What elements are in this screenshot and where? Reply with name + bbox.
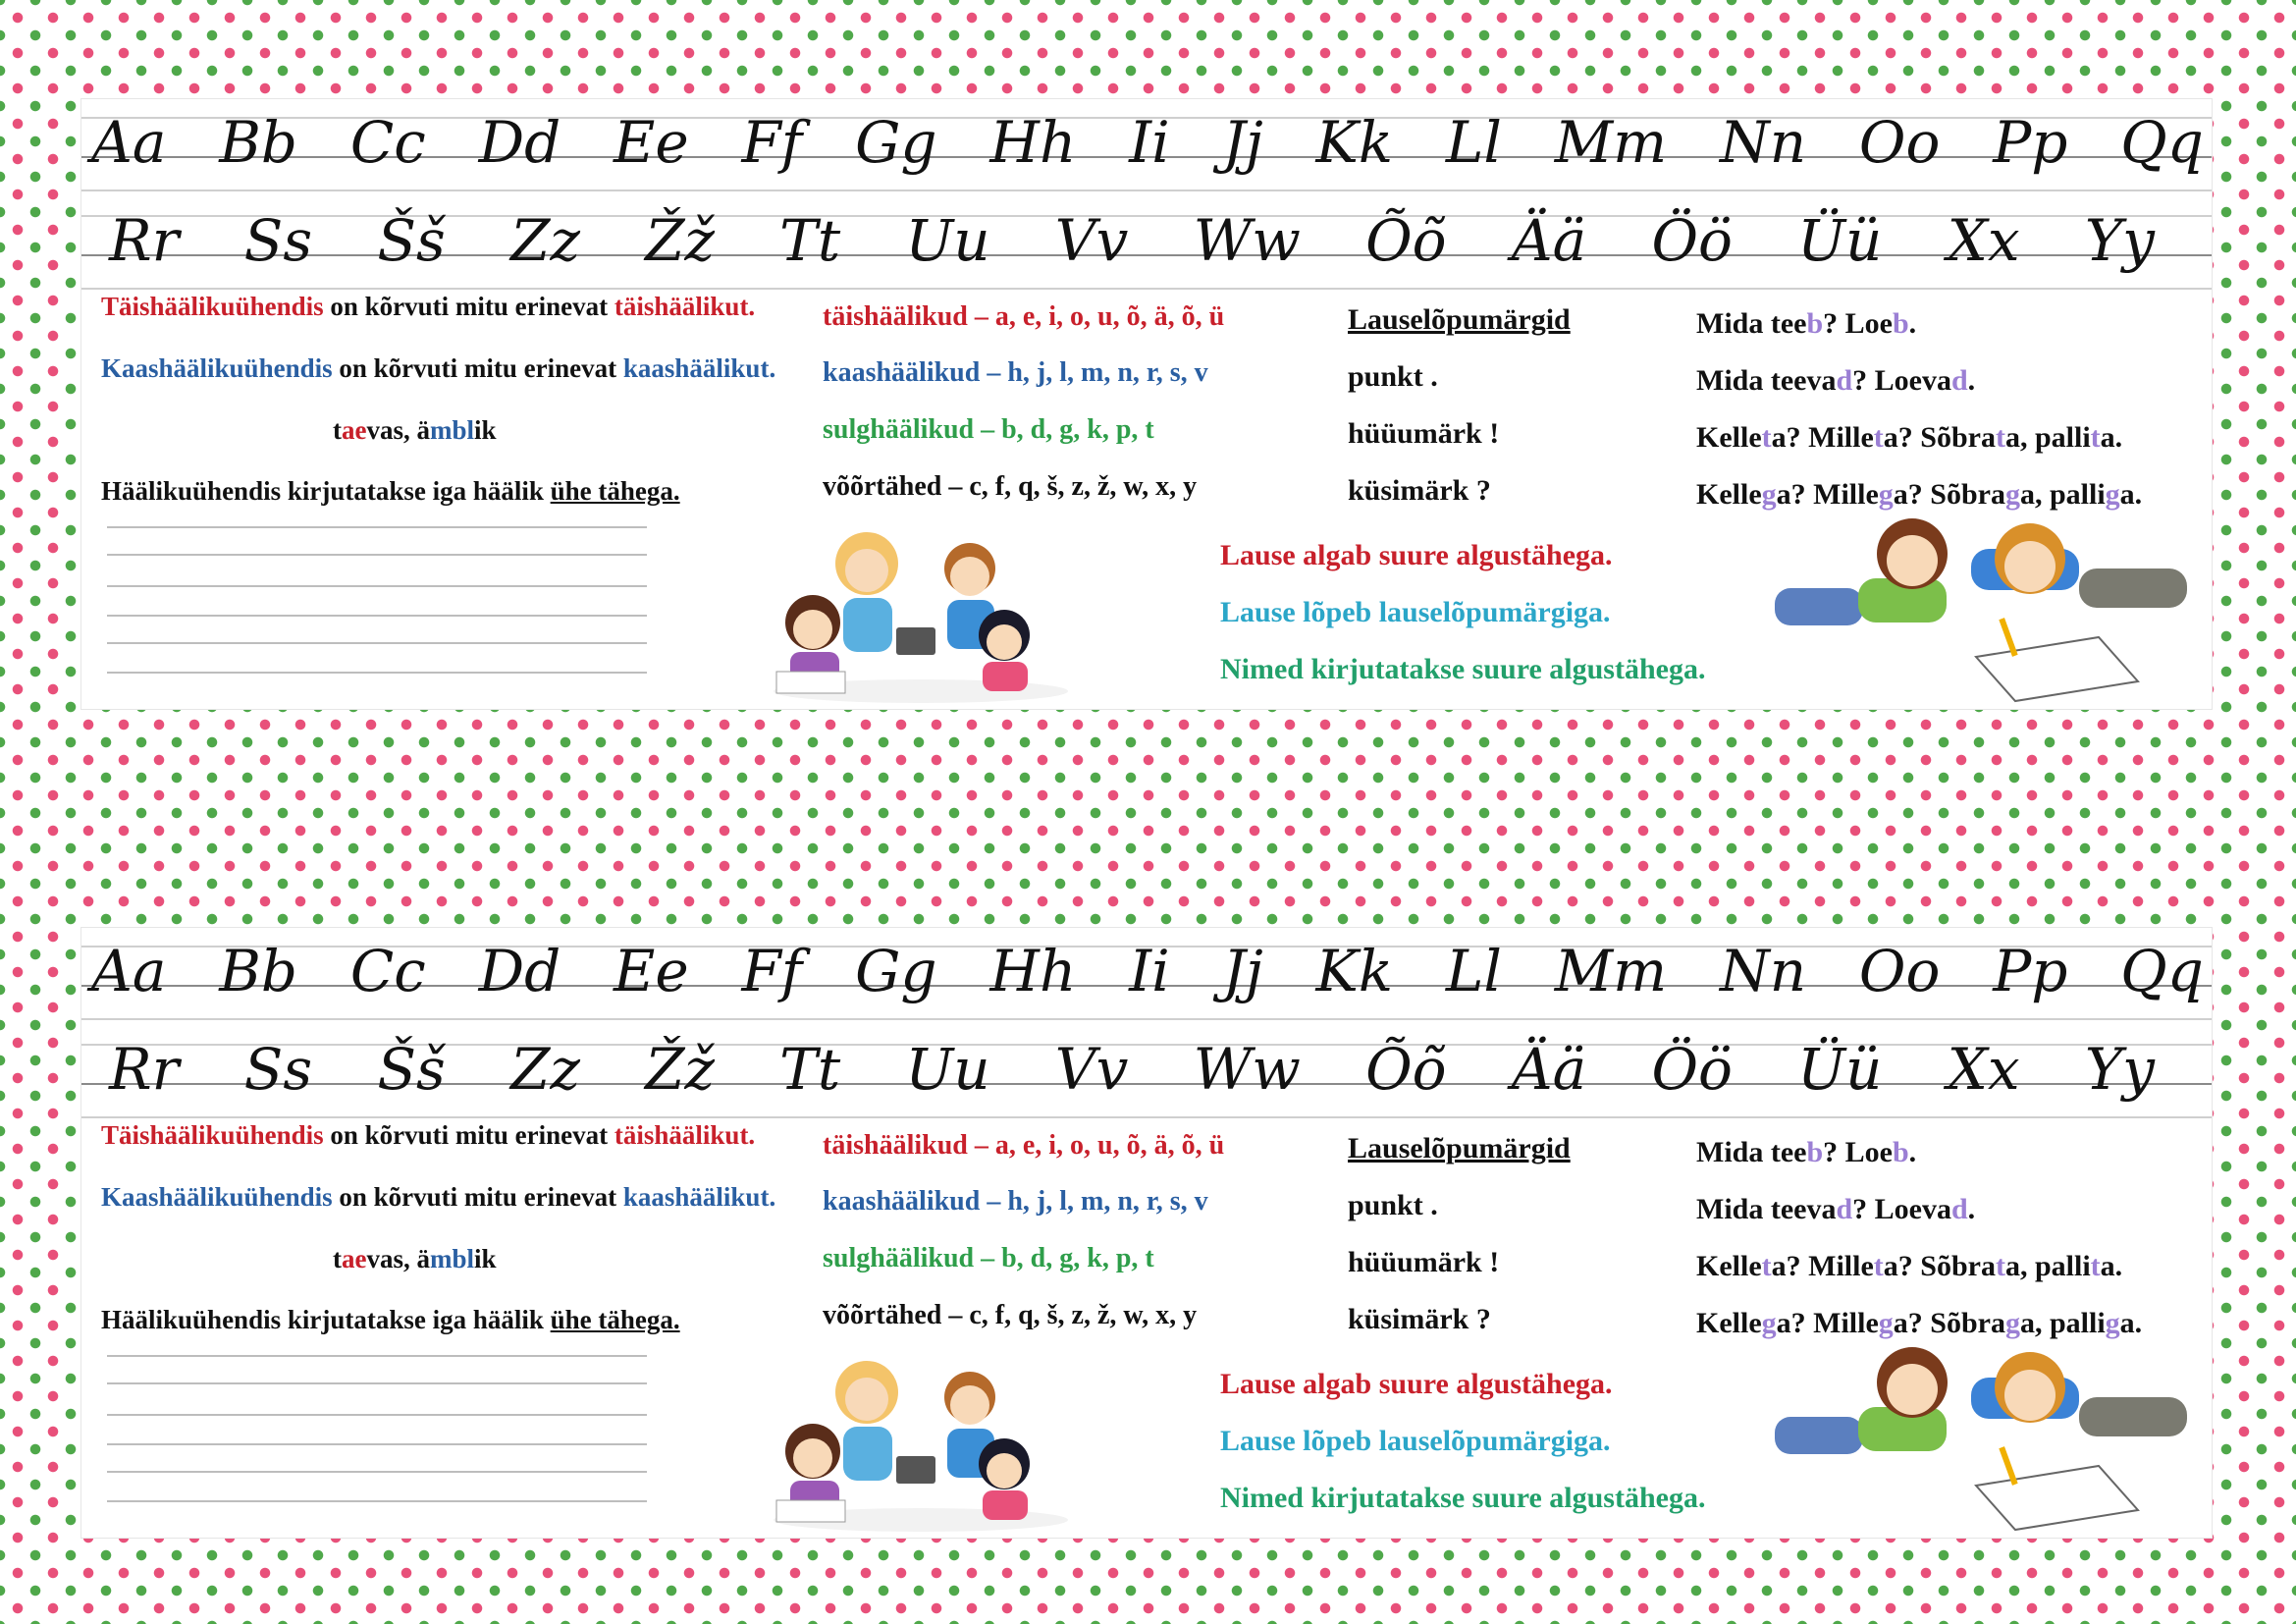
letter: Gg xyxy=(855,109,937,176)
punctuation-question: küsimärk ? xyxy=(1348,474,1491,507)
letter: Nn xyxy=(1719,938,1807,1004)
letter: Qq xyxy=(2120,109,2204,176)
example-words: taevas, ämblik xyxy=(333,1244,497,1273)
letter: Tt xyxy=(779,207,841,274)
letter: Ää xyxy=(1511,207,1587,274)
writing-lines xyxy=(107,1355,647,1502)
foreign-letters-line: võõrtähed – c, f, q, š, z, ž, w, x, y xyxy=(823,1300,1198,1330)
letter: Zz xyxy=(510,207,580,274)
letter: Öö xyxy=(1651,1036,1733,1103)
punctuation-period: punkt . xyxy=(1348,1189,1438,1221)
punctuation-title: Lauselõpumärgid xyxy=(1348,303,1571,336)
rule-one-letter: Häälikuühendis kirjutatakse iga häälik ühe tähega. xyxy=(101,476,680,506)
writing-lines xyxy=(107,526,647,674)
letter: Ää xyxy=(1511,1036,1587,1103)
case-example-1: Kelleta? Milleta? Sõbrata, pallita. xyxy=(1696,1250,2123,1282)
letter: Žž xyxy=(645,1036,715,1103)
letter: Uu xyxy=(905,207,990,274)
letter: Öö xyxy=(1651,207,1733,274)
letter: Hh xyxy=(989,938,1077,1004)
letter: Šš xyxy=(377,207,446,274)
verb-example-1: Mida teeb? Loeb. xyxy=(1696,307,1917,340)
letter: Rr xyxy=(109,207,180,274)
letter: Ss xyxy=(243,207,313,274)
rule-consonant-cluster: Kaashäälikuühendis on kõrvuti mitu erinevat kaashäälikut. xyxy=(101,1182,776,1212)
letter: Üü xyxy=(1797,207,1883,274)
letter: Õõ xyxy=(1365,207,1447,274)
letter: Ee xyxy=(614,109,689,176)
rule-consonant-cluster: Kaashäälikuühendis on kõrvuti mitu erinevat kaashäälikut. xyxy=(101,353,776,383)
rule-vowel-cluster: Täishäälikuühendis on kõrvuti mitu erinevat täishäälikut. xyxy=(101,1120,756,1150)
letter: Oo xyxy=(1858,938,1941,1004)
letter: Gg xyxy=(855,938,937,1004)
letter: Zz xyxy=(510,1036,580,1103)
rule-capital-start: Lause algab suure algustähega. xyxy=(1220,1368,1613,1400)
letter: Hh xyxy=(989,109,1077,176)
rule-vowel-cluster: Täishäälikuühendis on kõrvuti mitu erinevat täishäälikut. xyxy=(101,292,756,321)
letter: Oo xyxy=(1858,109,1941,176)
letter: Jj xyxy=(1222,109,1263,176)
letter: Pp xyxy=(1993,938,2068,1004)
letter: Ll xyxy=(1445,109,1502,176)
letter: Pp xyxy=(1993,109,2068,176)
rule-capital-start: Lause algab suure algustähega. xyxy=(1220,539,1613,571)
kids-drawing-illustration xyxy=(1765,510,2197,706)
case-example-2: Kellega? Millega? Sõbraga, palliga. xyxy=(1696,478,2143,511)
rule-one-letter: Häälikuühendis kirjutatakse iga häälik ühe tähega. xyxy=(101,1305,680,1334)
letter: Xx xyxy=(1947,1036,2020,1103)
punctuation-exclamation: hüüumärk ! xyxy=(1348,417,1500,450)
letter: Rr xyxy=(109,1036,180,1103)
stops-line: sulghäälikud – b, d, g, k, p, t xyxy=(823,414,1154,445)
rule-punctuation-end: Lause lõpeb lauselõpumärgiga. xyxy=(1220,1425,1611,1457)
letter: Õõ xyxy=(1365,1036,1447,1103)
letter: Tt xyxy=(779,1036,841,1103)
letter: Ww xyxy=(1193,207,1301,274)
vowels-line: täishäälikud – a, e, i, o, u, õ, ä, õ, ü xyxy=(823,301,1225,332)
case-example-2: Kellega? Millega? Sõbraga, palliga. xyxy=(1696,1307,2143,1339)
letter: Kk xyxy=(1315,109,1393,176)
letter: Ff xyxy=(741,938,803,1004)
letter: Mm xyxy=(1554,938,1668,1004)
punctuation-exclamation: hüüumärk ! xyxy=(1348,1246,1500,1278)
children-reading-illustration xyxy=(759,510,1083,706)
letter: Aa xyxy=(91,109,167,176)
letter: Bb xyxy=(219,109,298,176)
verb-example-1: Mida teeb? Loeb. xyxy=(1696,1136,1917,1168)
punctuation-period: punkt . xyxy=(1348,360,1438,393)
rule-punctuation-end: Lause lõpeb lauselõpumärgiga. xyxy=(1220,596,1611,628)
letter: Vv xyxy=(1054,1036,1129,1103)
letter: Dd xyxy=(478,938,561,1004)
letter: Cc xyxy=(349,109,426,176)
letter: Kk xyxy=(1315,938,1393,1004)
cursive-alphabet-row-1 xyxy=(81,99,2213,193)
example-words: taevas, ämblik xyxy=(333,415,497,445)
letter: Aa xyxy=(91,938,167,1004)
letter: Yy xyxy=(2084,1036,2155,1103)
letter: Qq xyxy=(2120,938,2204,1004)
letter: Üü xyxy=(1797,1036,1883,1103)
letter: Ss xyxy=(243,1036,313,1103)
alphabet-strip xyxy=(80,98,2213,710)
letter: Uu xyxy=(905,1036,990,1103)
rule-names-capital: Nimed kirjutatakse suure algustähega. xyxy=(1220,653,1706,685)
letter: Ee xyxy=(614,938,689,1004)
letter: Ff xyxy=(741,109,803,176)
punctuation-title: Lauselõpumärgid xyxy=(1348,1132,1571,1164)
consonants-line: kaashäälikud – h, j, l, m, n, r, s, v xyxy=(823,1186,1208,1217)
letter: Vv xyxy=(1054,207,1129,274)
children-reading-illustration xyxy=(759,1338,1083,1535)
cursive-alphabet-row-2 xyxy=(81,1026,2213,1120)
letter: Mm xyxy=(1554,109,1668,176)
rule-names-capital: Nimed kirjutatakse suure algustähega. xyxy=(1220,1482,1706,1514)
punctuation-question: küsimärk ? xyxy=(1348,1303,1491,1335)
verb-example-2: Mida teevad? Loevad. xyxy=(1696,1193,1976,1225)
vowels-line: täishäälikud – a, e, i, o, u, õ, ä, õ, ü xyxy=(823,1130,1225,1161)
letter: Cc xyxy=(349,938,426,1004)
stops-line: sulghäälikud – b, d, g, k, p, t xyxy=(823,1243,1154,1273)
letter: Jj xyxy=(1222,938,1263,1004)
consonants-line: kaashäälikud – h, j, l, m, n, r, s, v xyxy=(823,357,1208,388)
letter: Bb xyxy=(219,938,298,1004)
cursive-alphabet-row-2 xyxy=(81,197,2213,292)
cursive-alphabet-row-1 xyxy=(81,928,2213,1022)
verb-example-2: Mida teevad? Loevad. xyxy=(1696,364,1976,397)
letter: Yy xyxy=(2084,207,2155,274)
letter: Ww xyxy=(1193,1036,1301,1103)
letter: Ii xyxy=(1129,938,1170,1004)
letter: Ll xyxy=(1445,938,1502,1004)
letter: Žž xyxy=(645,207,715,274)
letter: Ii xyxy=(1129,109,1170,176)
foreign-letters-line: võõrtähed – c, f, q, š, z, ž, w, x, y xyxy=(823,471,1198,502)
letter: Dd xyxy=(478,109,561,176)
kids-drawing-illustration xyxy=(1765,1338,2197,1535)
letter: Šš xyxy=(377,1036,446,1103)
case-example-1: Kelleta? Milleta? Sõbrata, pallita. xyxy=(1696,421,2123,454)
letter: Xx xyxy=(1947,207,2020,274)
alphabet-strip xyxy=(80,927,2213,1539)
letter: Nn xyxy=(1719,109,1807,176)
